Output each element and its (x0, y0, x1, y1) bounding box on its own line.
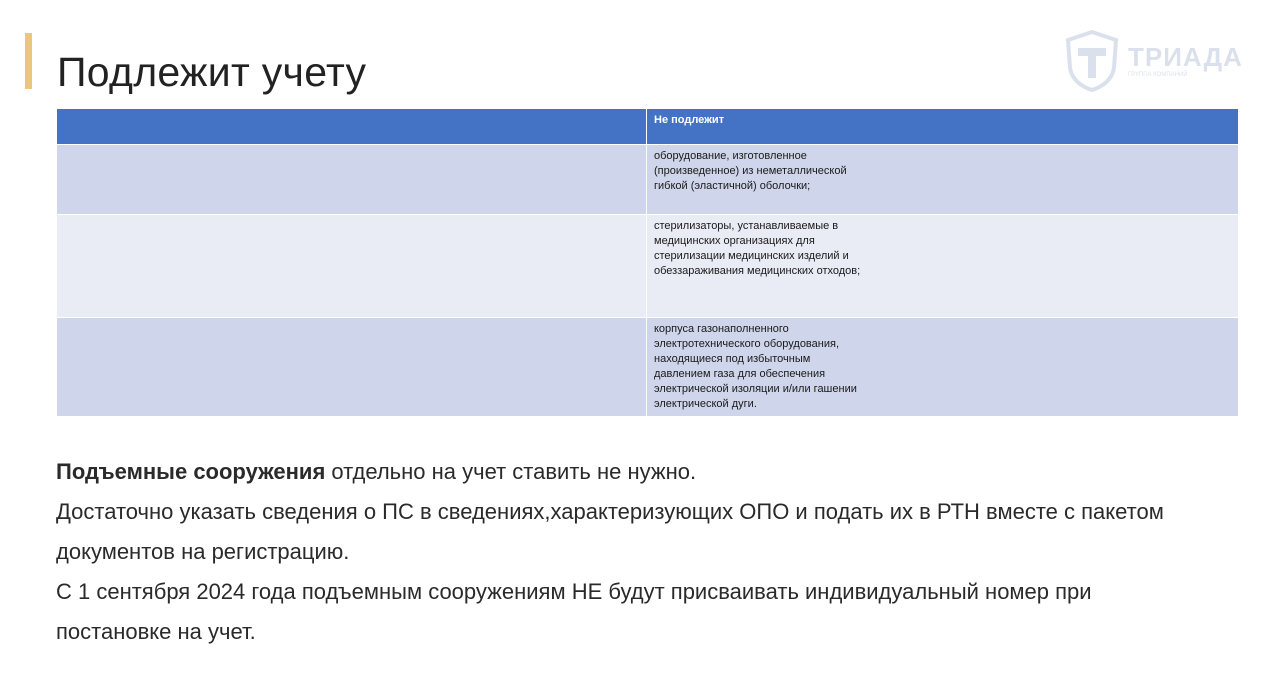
table-cell (57, 318, 647, 417)
cell-text (57, 145, 331, 153)
table-cell (647, 145, 1239, 215)
table-header-cell: Не подлежит (647, 109, 1239, 145)
table-row (57, 145, 1239, 215)
table-cell (57, 145, 647, 215)
table-row (57, 215, 1239, 318)
body-paragraph: Достаточно указать сведения о ПС в сведениях,характеризующих ОПО и подать их в РТН вместе с пакетом документов на регистрацию. (56, 499, 1164, 564)
body-text-span: отдельно на учет ставить не нужно. (325, 459, 697, 484)
shield-logo-icon (1064, 30, 1120, 92)
logo-brand: ТРИАДА (1128, 42, 1243, 72)
table-cell (647, 318, 1239, 417)
cell-text: стерилизаторы, устанавливаемые в медицинских организациях для стерилизации медицинских изделий и обеззараживания медицинских отходов; (654, 220, 861, 277)
body-text (56, 452, 1206, 652)
cell-text (57, 215, 331, 223)
title-accent-bar (25, 33, 32, 89)
cell-text (57, 318, 331, 326)
table-header-row (57, 109, 1239, 145)
cell-text: оборудование, изготовленное (произведенное) из неметаллической гибкой (эластичной) оболочки; (654, 150, 847, 192)
body-paragraph: С 1 сентября 2024 года подъемным сооружениям НЕ будут присваивать индивидуальный номер при постановке на учет. (56, 579, 1092, 644)
logo-tagline: ГРУППА КОМПАНИЙ (1128, 72, 1188, 78)
table-cell (57, 215, 647, 318)
table-header-cell (57, 109, 647, 145)
company-logo (1064, 28, 1244, 94)
table-cell (647, 215, 1239, 318)
regulation-table (56, 108, 1239, 417)
table-row (57, 318, 1239, 417)
body-emphasis: Подъемные сооружения (56, 459, 326, 484)
cell-text: корпуса газонаполненного электротехнического оборудования, находящиеся под избыточным давлением газа для обеспечения электрической изоляции и/или гашении электрической дуги. (654, 323, 857, 410)
page-title: Подлежит учету (57, 49, 367, 95)
body-paragraph (56, 452, 1206, 492)
